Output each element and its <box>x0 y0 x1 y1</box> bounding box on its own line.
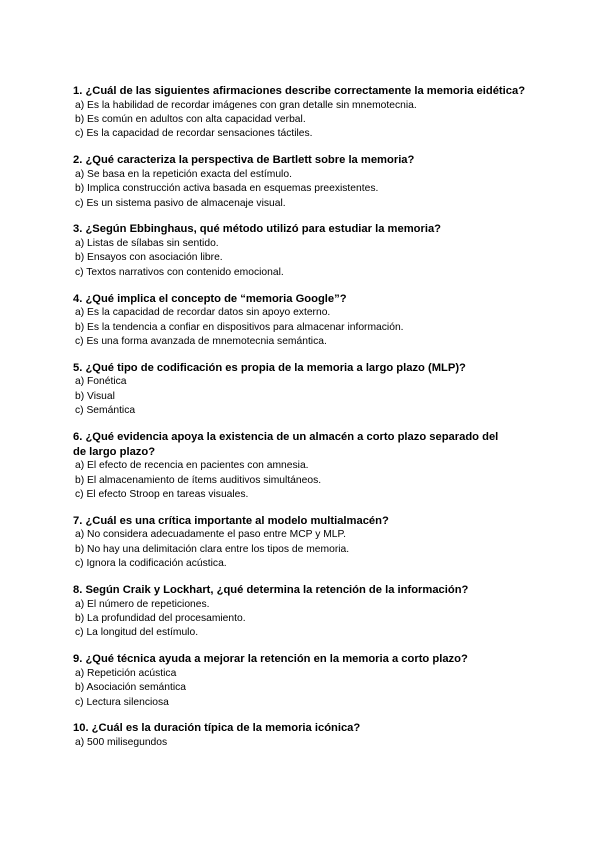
answer-option: a) 500 milisegundos <box>75 736 168 748</box>
question-title: 3. ¿Según Ebbinghaus, qué método utilizó para estudiar la memoria? <box>73 223 441 236</box>
answer-option: a) El efecto de recencia en pacientes con amnesia. <box>75 460 309 472</box>
question-6 <box>72 430 542 502</box>
answer-option: c) Ignora la codificación acústica. <box>75 558 227 570</box>
answer-option: a) El número de repeticiones. <box>75 598 210 610</box>
document-page <box>72 84 542 762</box>
answer-option: c) Es un sistema pasivo de almacenaje visual. <box>75 197 286 209</box>
answer-option: c) Es la capacidad de recordar sensaciones táctiles. <box>75 128 313 140</box>
question-8 <box>72 583 542 641</box>
answer-option: b) La profundidad del procesamiento. <box>75 612 246 624</box>
answer-option: c) La longitud del estímulo. <box>75 627 199 639</box>
question-10 <box>72 721 542 750</box>
question-title: 10. ¿Cuál es la duración típica de la memoria icónica? <box>73 722 361 735</box>
answer-option: a) Se basa en la repetición exacta del estímulo. <box>75 168 292 180</box>
answer-option: b) Es la tendencia a confiar en dispositivos para almacenar información. <box>75 321 404 333</box>
answer-option: a) Listas de sílabas sin sentido. <box>75 237 219 249</box>
answer-option: a) Fonética <box>75 376 127 388</box>
question-3 <box>72 222 542 280</box>
answer-option: b) El almacenamiento de ítems auditivos simultáneos. <box>75 474 322 486</box>
answer-option: c) Es una forma avanzada de mnemotecnia semántica. <box>75 335 327 347</box>
question-title: 5. ¿Qué tipo de codificación es propia de la memoria a largo plazo (MLP)? <box>73 361 466 374</box>
question-title: 7. ¿Cuál es una crítica importante al modelo multialmacén? <box>73 514 389 527</box>
question-title: 8. Según Craik y Lockhart, ¿qué determina la retención de la información? <box>73 584 469 597</box>
question-7 <box>72 514 542 572</box>
answer-option: a) Es la capacidad de recordar datos sin apoyo externo. <box>75 307 331 319</box>
question-title: 1. ¿Cuál de las siguientes afirmaciones describe correctamente la memoria eidética? <box>73 85 526 97</box>
answer-option: c) El efecto Stroop en tareas visuales. <box>75 488 249 500</box>
question-5 <box>72 361 542 419</box>
question-9 <box>72 652 542 710</box>
answer-option: b) Ensayos con asociación libre. <box>75 252 223 264</box>
answer-option: b) No hay una delimitación clara entre los tipos de memoria. <box>75 543 350 555</box>
answer-option: a) Es la habilidad de recordar imágenes con gran detalle sin mnemotecnia. <box>75 99 417 111</box>
question-title: 4. ¿Qué implica el concepto de “memoria Google”? <box>73 292 347 305</box>
answer-option: b) Es común en adultos con alta capacidad verbal. <box>75 113 306 125</box>
answer-option: b) Visual <box>75 390 115 402</box>
question-1 <box>72 84 542 142</box>
answer-option: b) Implica construcción activa basada en esquemas preexistentes. <box>75 183 379 195</box>
answer-option: c) Textos narrativos con contenido emocional. <box>75 266 284 278</box>
question-title: 2. ¿Qué caracteriza la perspectiva de Bartlett sobre la memoria? <box>73 154 415 167</box>
answer-option: a) No considera adecuadamente el paso entre MCP y MLP. <box>75 529 346 541</box>
question-title: 9. ¿Qué técnica ayuda a mejorar la retención en la memoria a corto plazo? <box>73 653 468 666</box>
answer-option: c) Semántica <box>75 405 136 417</box>
question-4 <box>72 292 542 350</box>
answer-option: c) Lectura silenciosa <box>75 696 169 708</box>
question-2 <box>72 153 542 211</box>
question-title: 6. ¿Qué evidencia apoya la existencia de un almacén a corto plazo separado del de largo plazo? <box>73 431 499 458</box>
answer-option: b) Asociación semántica <box>75 682 187 694</box>
answer-option: a) Repetición acústica <box>75 667 177 679</box>
